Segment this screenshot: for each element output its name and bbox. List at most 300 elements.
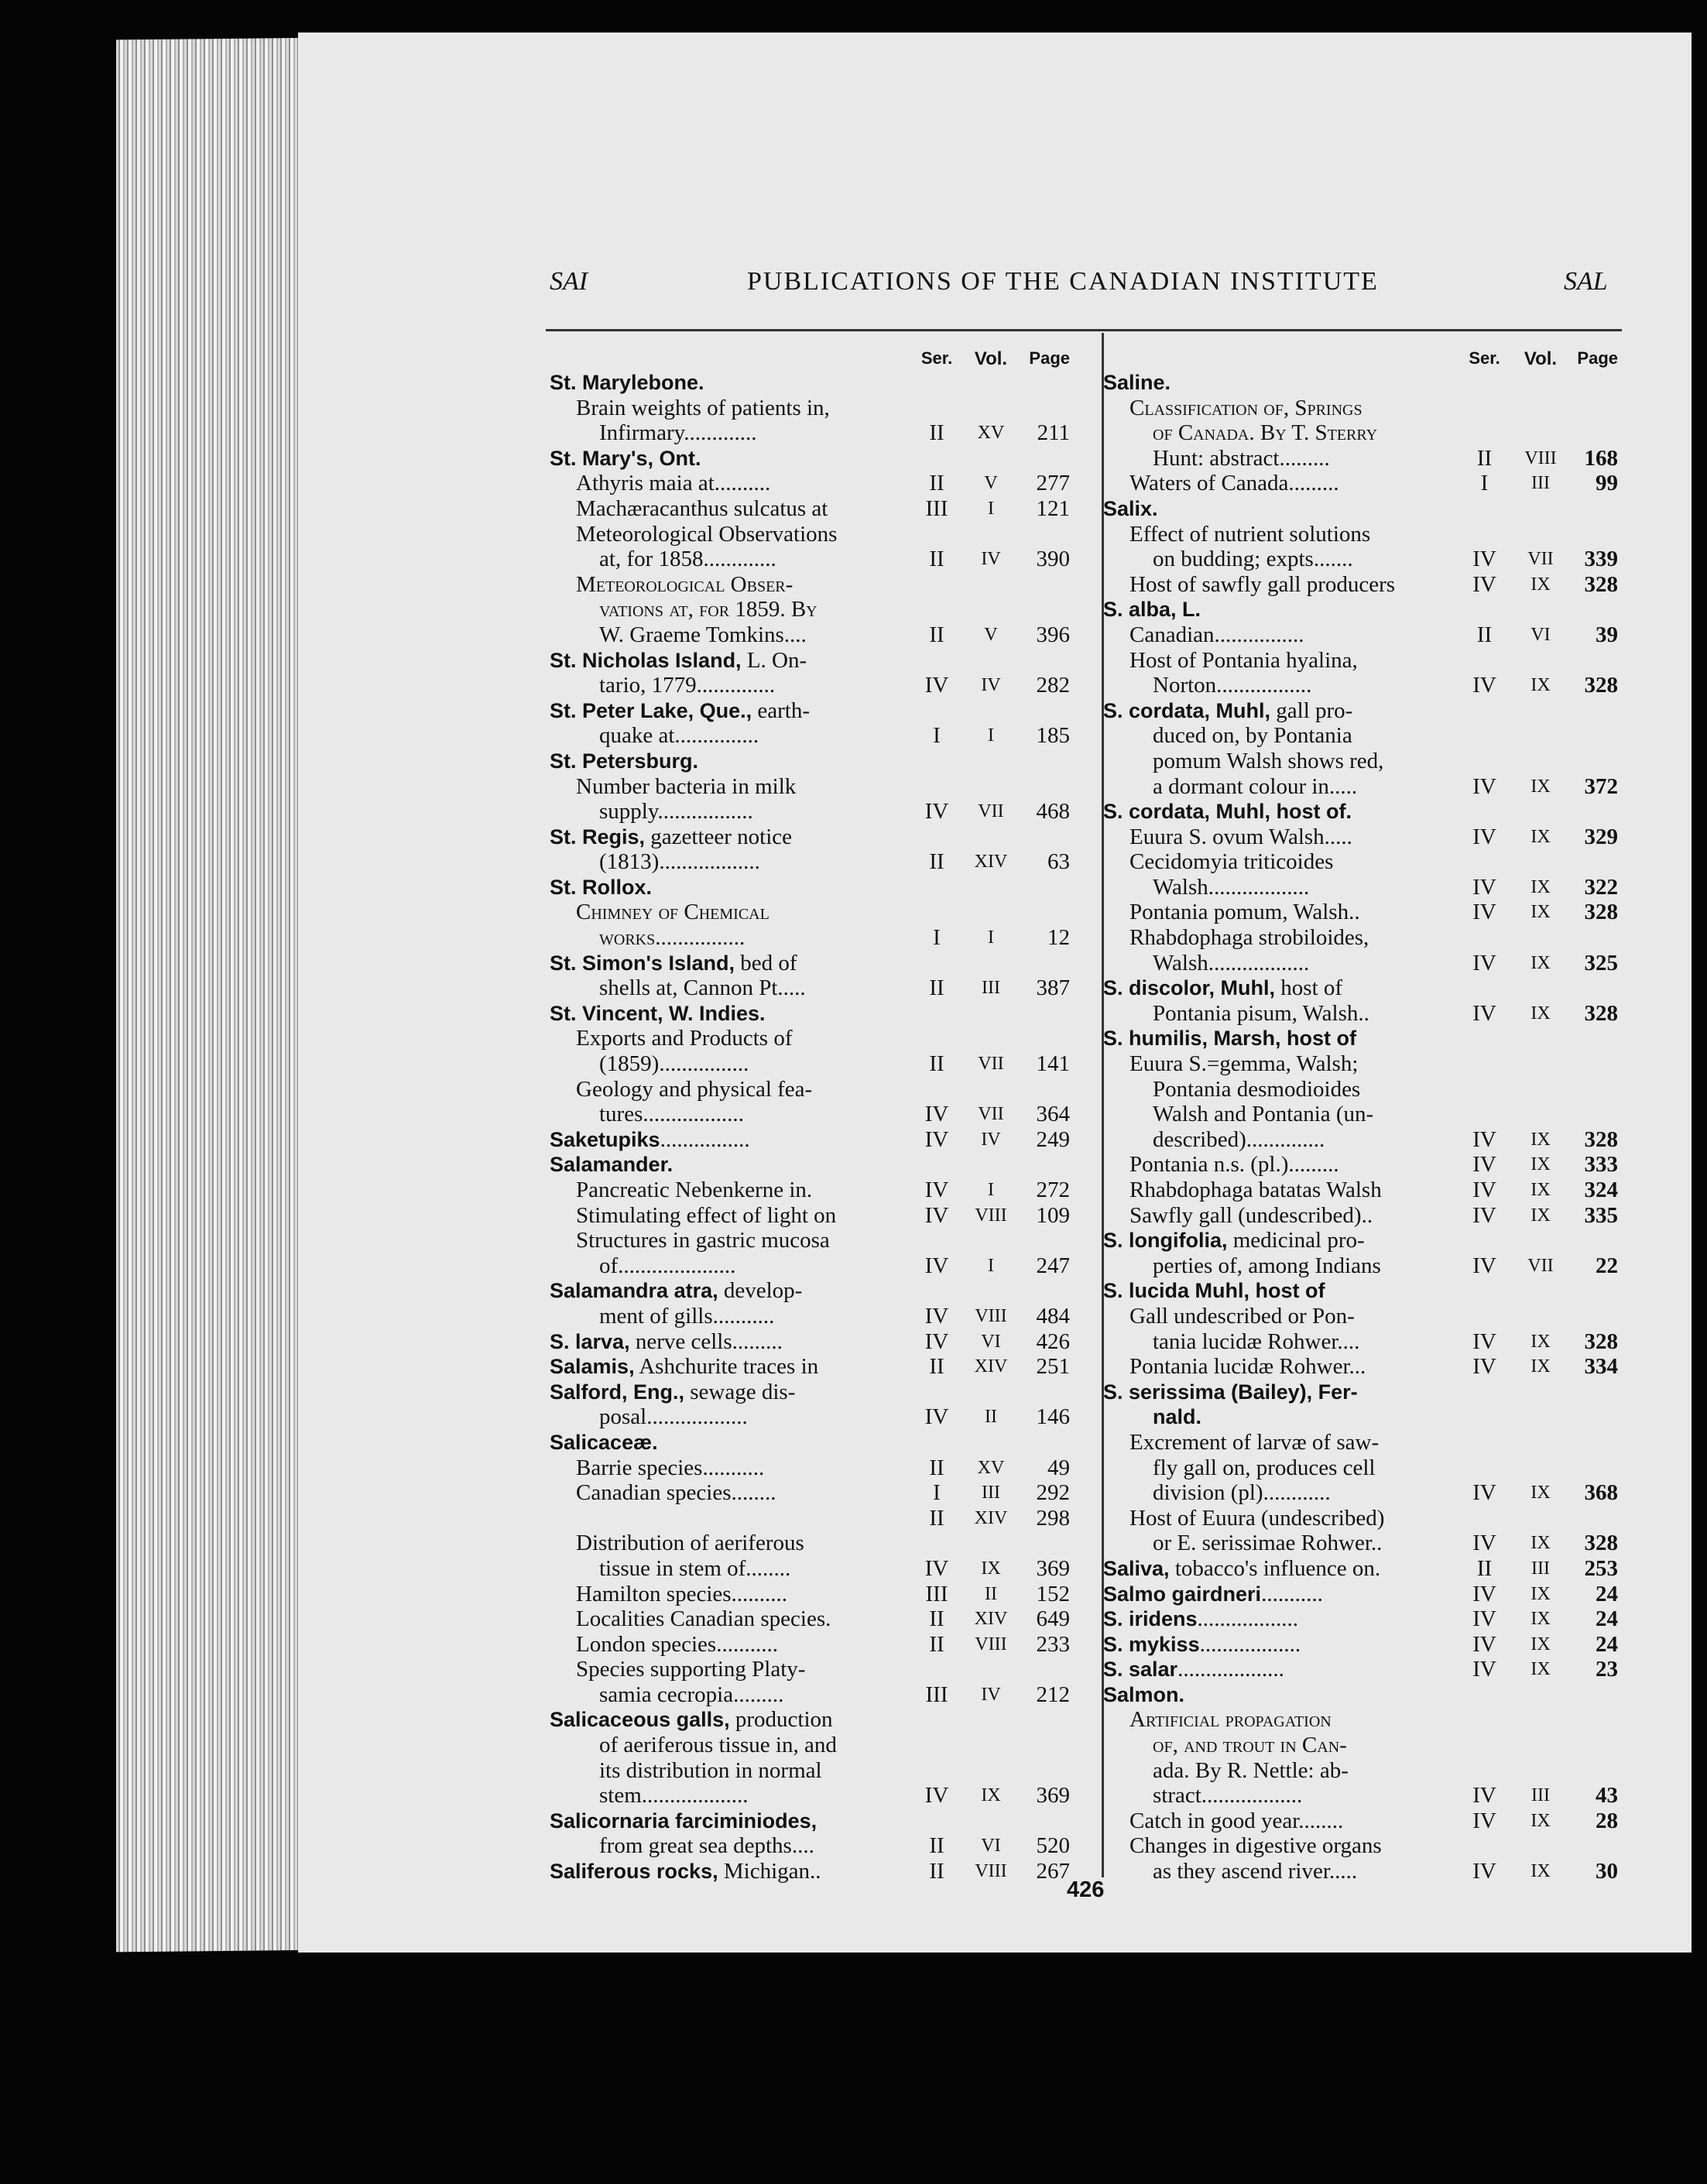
- entry-text: [1129, 1203, 1455, 1229]
- entry-volume: VIII: [975, 1305, 1007, 1326]
- index-entry: [1103, 396, 1618, 421]
- entry-volume: I: [988, 1255, 994, 1276]
- entry-series: IV: [1472, 1808, 1496, 1833]
- index-entry: [1103, 723, 1618, 749]
- entry-text: [576, 1455, 902, 1481]
- entry-series: II: [929, 420, 944, 446]
- entry-text: [1129, 1430, 1455, 1455]
- entry-label: Species supporting Platy-: [576, 1657, 806, 1682]
- entry-text: [1153, 547, 1455, 572]
- index-entry: [550, 1077, 1068, 1102]
- entry-series: IV: [924, 673, 949, 698]
- index-entry: [1103, 547, 1618, 572]
- entry-label: fly gall on, produces cell: [1153, 1455, 1376, 1480]
- entry-heading: Saliva,: [1103, 1556, 1170, 1580]
- entry-label: a dormant colour in.....: [1153, 773, 1358, 799]
- entry-series: IV: [1472, 874, 1496, 900]
- entry-text: [1153, 1480, 1455, 1506]
- index-entry: [550, 420, 1068, 446]
- entry-series: IV: [1472, 773, 1496, 799]
- entry-page: 43: [1596, 1783, 1618, 1809]
- entry-continuation: Ashchurite traces in: [634, 1354, 819, 1380]
- entry-label: tania lucidæ Rohwer....: [1153, 1329, 1360, 1354]
- entry-text: [1103, 1556, 1455, 1582]
- page-number: 426: [1067, 1877, 1105, 1902]
- entry-text: [550, 370, 902, 396]
- entry-page: 272: [1036, 1178, 1070, 1202]
- entry-text: [599, 799, 902, 825]
- entry-text: [1103, 370, 1455, 396]
- entry-page: 372: [1584, 773, 1618, 799]
- entry-volume: IX: [1530, 876, 1551, 897]
- entry-label: its distribution in normal: [599, 1757, 822, 1783]
- entry-text: [1129, 572, 1455, 598]
- entry-text: [1129, 849, 1455, 875]
- entry-volume: XIV: [974, 852, 1008, 873]
- index-entry: [550, 1152, 1068, 1178]
- entry-volume: XIV: [974, 1609, 1008, 1630]
- entry-text: [1129, 1506, 1455, 1531]
- index-entry: [550, 496, 1068, 522]
- index-entry: [550, 547, 1068, 572]
- index-entry: [550, 597, 1068, 622]
- entry-text: [576, 1657, 902, 1682]
- index-entry: [1103, 1506, 1618, 1531]
- entry-heading: St. Petersburg.: [550, 749, 699, 773]
- entry-heading: Salicornaria farciminiodes,: [550, 1809, 818, 1833]
- index-entry: [550, 1430, 1068, 1455]
- entry-heading: Salamander.: [550, 1153, 674, 1177]
- entry-page: 298: [1036, 1505, 1070, 1531]
- entry-label: ment of gills...........: [599, 1303, 775, 1329]
- entry-volume: VII: [978, 1054, 1004, 1075]
- entry-label: stem...................: [599, 1783, 749, 1809]
- index-entry: [550, 522, 1068, 547]
- entry-text: [1153, 1001, 1455, 1027]
- index-entry: [1103, 1077, 1618, 1102]
- entry-volume: IX: [1530, 1205, 1551, 1226]
- entry-text: [576, 900, 902, 925]
- entry-series: I: [933, 1480, 941, 1506]
- entry-series: IV: [1472, 1657, 1496, 1682]
- index-entry: [550, 1657, 1068, 1682]
- index-entry: [550, 370, 1068, 396]
- entry-text: [599, 723, 902, 749]
- entry-series: IV: [924, 799, 949, 825]
- entry-heading: St. Nicholas Island,: [550, 648, 742, 672]
- entry-series: I: [1480, 471, 1489, 496]
- entry-volume: IX: [1530, 1003, 1551, 1023]
- entry-page: 141: [1036, 1051, 1070, 1077]
- entry-text: [1103, 1657, 1455, 1682]
- entry-heading: nald.: [1153, 1405, 1202, 1429]
- entry-label: (1813)..................: [599, 849, 760, 875]
- entry-page: 277: [1036, 471, 1070, 496]
- entry-page: 649: [1036, 1606, 1070, 1632]
- index-entry: [1103, 1556, 1618, 1582]
- entry-heading: Saline.: [1103, 371, 1171, 394]
- entry-series: II: [929, 975, 944, 1001]
- entry-text: [1129, 1152, 1455, 1178]
- entry-page: 49: [1047, 1455, 1070, 1480]
- entry-text: [1153, 446, 1455, 471]
- entry-label: supply.................: [599, 799, 753, 825]
- index-entry: [1103, 597, 1618, 622]
- entry-volume: III: [1531, 473, 1550, 494]
- entry-label: Athyris maia at..........: [576, 471, 771, 496]
- entry-series: IV: [1472, 1354, 1496, 1380]
- entry-volume: IX: [1530, 1483, 1551, 1503]
- entry-text: [550, 1001, 902, 1027]
- entry-volume: IX: [1530, 1583, 1551, 1604]
- entry-volume: VI: [981, 1836, 1001, 1857]
- entry-text: [576, 1582, 902, 1607]
- entry-series: II: [1476, 1555, 1493, 1581]
- index-entry: [1103, 622, 1618, 648]
- entry-series: III: [925, 495, 948, 521]
- entry-text: [1153, 1102, 1455, 1127]
- entry-label: Walsh and Pontania (un-: [1153, 1102, 1374, 1127]
- entry-label: tissue in stem of........: [599, 1555, 791, 1581]
- entry-page: 520: [1036, 1833, 1070, 1859]
- index-entry: [550, 396, 1068, 421]
- index-entry: [550, 1632, 1068, 1658]
- entry-page: 185: [1036, 723, 1070, 749]
- entry-volume: V: [984, 473, 998, 494]
- entry-continuation: ...........: [1261, 1581, 1323, 1606]
- entry-volume: IX: [1530, 1861, 1551, 1882]
- entry-page: 328: [1584, 1531, 1618, 1556]
- entry-label: as they ascend river.....: [1153, 1859, 1358, 1884]
- entry-page: 253: [1584, 1555, 1618, 1581]
- index-entry: [1103, 1758, 1618, 1784]
- entry-text: [599, 925, 902, 951]
- entry-text: [1103, 799, 1455, 825]
- entry-page: 328: [1584, 1126, 1618, 1152]
- index-entry: [550, 1531, 1068, 1556]
- ser-header: Ser.: [1469, 348, 1500, 368]
- entry-label: Host of Pontania hyalina,: [1129, 647, 1358, 673]
- column-header: [550, 344, 1068, 370]
- entry-series: III: [925, 1581, 948, 1606]
- index-entry: [1103, 1707, 1618, 1733]
- entry-volume: VIII: [975, 1861, 1007, 1882]
- entry-series: I: [933, 925, 941, 951]
- entry-label: at, for 1858.............: [599, 547, 776, 572]
- entry-text: [550, 749, 902, 774]
- entry-label: Excrement of larvæ of saw-: [1129, 1429, 1380, 1455]
- entry-label: Barrie species...........: [576, 1455, 765, 1480]
- running-head-title: PUBLICATIONS OF THE CANADIAN INSTITUTE: [747, 267, 1379, 296]
- entry-continuation: gall pro-: [1270, 698, 1353, 723]
- entry-continuation: medicinal pro-: [1227, 1228, 1365, 1253]
- index-entry: [1103, 1859, 1618, 1884]
- entry-text: [1153, 749, 1455, 774]
- entry-text: [1129, 925, 1455, 951]
- entry-volume: I: [988, 1180, 994, 1200]
- entry-text: [576, 1632, 902, 1658]
- entry-text: [1129, 396, 1455, 421]
- entry-page: 368: [1584, 1480, 1618, 1506]
- index-entry: [1103, 1354, 1618, 1380]
- entry-label: Hamilton species..........: [576, 1581, 788, 1606]
- entry-series: IV: [924, 1126, 949, 1152]
- entry-text: [576, 774, 902, 800]
- entry-label: Chimney of Chemical: [576, 900, 770, 925]
- entry-volume: IX: [1530, 1331, 1551, 1352]
- entry-page: 168: [1584, 445, 1618, 471]
- index-column-left: [550, 344, 1068, 1884]
- entry-text: [1129, 522, 1455, 547]
- entry-heading: S. cordata, Muhl,: [1103, 698, 1271, 722]
- entry-text: [1103, 698, 1455, 724]
- entry-continuation: develop-: [718, 1278, 803, 1304]
- entry-page: 12: [1047, 925, 1070, 951]
- entry-series: II: [929, 1833, 944, 1859]
- entry-label: quake at...............: [599, 723, 759, 749]
- index-entry: [550, 1404, 1068, 1430]
- entry-text: [1129, 1809, 1455, 1834]
- entry-continuation: ..................: [1197, 1606, 1299, 1632]
- entry-page: 335: [1584, 1202, 1618, 1228]
- entry-text: [576, 1203, 902, 1229]
- entry-text: [1129, 1707, 1455, 1733]
- entry-text: [1129, 1304, 1455, 1329]
- entry-label: Geology and physical fea-: [576, 1076, 813, 1102]
- entry-heading: S. cordata, Muhl, host of.: [1103, 800, 1352, 824]
- index-entry: [1103, 1127, 1618, 1153]
- entry-text: [1153, 673, 1455, 698]
- entry-heading: St. Rollox.: [550, 875, 653, 899]
- index-entry: [550, 925, 1068, 951]
- entry-page: 333: [1584, 1152, 1618, 1178]
- entry-text: [1153, 1783, 1455, 1809]
- entry-volume: IX: [981, 1785, 1001, 1806]
- index-entry: [550, 698, 1068, 724]
- index-entry: [1103, 1228, 1618, 1253]
- entry-label: Walsh..................: [1153, 874, 1310, 900]
- entry-list: [1103, 370, 1618, 1884]
- index-entry: [550, 648, 1068, 674]
- entry-label: of.....................: [599, 1253, 736, 1278]
- index-entry: [1103, 1102, 1618, 1127]
- entry-heading: S. longifolia,: [1103, 1229, 1228, 1253]
- entry-page: 329: [1584, 824, 1618, 849]
- entry-series: IV: [1472, 900, 1496, 925]
- index-column-right: [1103, 344, 1618, 1884]
- index-entry: [550, 1833, 1068, 1859]
- entry-page: 247: [1036, 1253, 1070, 1278]
- entry-text: [550, 446, 902, 471]
- entry-page: 39: [1596, 622, 1618, 647]
- entry-text: [1103, 1380, 1455, 1405]
- entry-text: [576, 396, 902, 421]
- index-entry: [550, 1455, 1068, 1481]
- entry-series: II: [929, 622, 944, 647]
- entry-text: [599, 597, 902, 622]
- entry-label: tures..................: [599, 1102, 744, 1127]
- entry-label: Norton.................: [1153, 673, 1312, 698]
- entry-label: shells at, Cannon Pt.....: [599, 975, 806, 1001]
- entry-page: 267: [1036, 1859, 1070, 1884]
- entry-series: IV: [924, 1202, 949, 1228]
- entry-text: [1129, 622, 1455, 648]
- index-entry: [1103, 900, 1618, 925]
- index-entry: [1103, 446, 1618, 471]
- entry-label: Stimulating effect of light on: [576, 1202, 837, 1228]
- entry-text: [550, 1152, 902, 1178]
- entry-label: Changes in digestive organs: [1129, 1833, 1382, 1859]
- entry-page: 152: [1036, 1581, 1070, 1606]
- entry-text: [1129, 471, 1455, 496]
- entry-label: Waters of Canada.........: [1129, 471, 1339, 496]
- entry-label: described)..............: [1153, 1126, 1325, 1152]
- running-head-right: SAL: [1564, 267, 1608, 296]
- entry-label: pomum Walsh shows red,: [1153, 748, 1384, 773]
- entry-heading: S. lucida Muhl, host of: [1103, 1279, 1325, 1303]
- entry-page: 325: [1584, 950, 1618, 975]
- entry-volume: V: [984, 624, 998, 645]
- entry-series: IV: [924, 1178, 949, 1202]
- entry-label: Meteorological Obser-: [576, 571, 794, 597]
- entry-text: [1153, 774, 1455, 800]
- entry-page: 99: [1596, 471, 1618, 496]
- index-entry: [1103, 1783, 1618, 1809]
- index-entry: [1103, 471, 1618, 496]
- entry-text: [599, 975, 902, 1001]
- entry-continuation: bed of: [734, 950, 797, 975]
- entry-label: Effect of nutrient solutions: [1129, 521, 1371, 547]
- entry-volume: XV: [977, 423, 1005, 444]
- index-entry: [550, 1809, 1068, 1834]
- entry-text: [550, 1859, 902, 1884]
- entry-text: [1103, 1606, 1455, 1632]
- entry-heading: St. Marylebone.: [550, 371, 704, 394]
- header-rule: [546, 329, 1622, 331]
- entry-series: IV: [1472, 1253, 1496, 1278]
- entry-text: [576, 522, 902, 547]
- entry-series: IV: [1472, 1152, 1496, 1178]
- index-entry: [1103, 1531, 1618, 1556]
- index-entry: [1103, 1152, 1618, 1178]
- index-entry: [1103, 1404, 1618, 1430]
- entry-text: [1153, 1077, 1455, 1102]
- entry-volume: IV: [981, 1129, 1001, 1150]
- entry-page: 282: [1036, 673, 1070, 698]
- entry-continuation: sewage dis-: [684, 1379, 796, 1404]
- vol-header: Vol.: [1524, 348, 1558, 369]
- running-head: [0, 267, 1707, 302]
- index-entry: [550, 1480, 1068, 1506]
- index-entry: [550, 1178, 1068, 1203]
- entry-label: of Canada. By T. Sterry: [1153, 420, 1378, 446]
- entry-label: Cecidomyia triticoides: [1129, 849, 1334, 875]
- entry-text: [576, 496, 902, 522]
- entry-text: [576, 1606, 902, 1632]
- index-entry: [1103, 749, 1618, 774]
- index-entry: [550, 975, 1068, 1001]
- entry-volume: III: [1531, 1558, 1550, 1579]
- entry-page: 251: [1036, 1354, 1070, 1380]
- entry-series: IV: [924, 1555, 949, 1581]
- index-entry: [550, 875, 1068, 900]
- entry-text: [1103, 1026, 1455, 1051]
- entry-label: Euura S. ovum Walsh.....: [1129, 824, 1352, 849]
- index-entry: [550, 1127, 1068, 1153]
- index-entry: [550, 1051, 1068, 1077]
- index-entry: [1103, 1480, 1618, 1506]
- entry-volume: IX: [1530, 675, 1551, 696]
- entry-volume: IX: [1530, 1154, 1551, 1175]
- entry-text: [1103, 597, 1455, 622]
- entry-heading: Salicaceæ.: [550, 1430, 658, 1454]
- index-entry: [1103, 572, 1618, 598]
- index-entry: [1103, 925, 1618, 951]
- entry-text: [1153, 1859, 1455, 1884]
- entry-page: 23: [1596, 1657, 1618, 1682]
- index-entry: [550, 723, 1068, 749]
- entry-label: ada. By R. Nettle: ab-: [1153, 1757, 1349, 1783]
- entry-heading: Salix.: [1103, 496, 1158, 520]
- entry-volume: XIV: [974, 1507, 1008, 1528]
- entry-continuation: tobacco's influence on.: [1169, 1555, 1381, 1581]
- entry-heading: S. mykiss: [1103, 1632, 1200, 1656]
- entry-text: [1153, 951, 1455, 976]
- entry-text: [1153, 723, 1455, 749]
- entry-heading: S. salar: [1103, 1658, 1178, 1682]
- entry-series: IV: [924, 1303, 949, 1329]
- index-entry: [1103, 1682, 1618, 1708]
- index-entry: [1103, 673, 1618, 698]
- entry-volume: VII: [978, 1104, 1004, 1125]
- entry-series: IV: [1472, 1631, 1496, 1657]
- entry-text: [550, 648, 902, 674]
- entry-volume: I: [988, 498, 994, 519]
- entry-series: IV: [1472, 1178, 1496, 1202]
- entry-heading: S. humilis, Marsh, host of: [1103, 1027, 1357, 1051]
- entry-label: perties of, among Indians: [1153, 1253, 1381, 1278]
- entry-text: [576, 572, 902, 598]
- entry-series: IV: [924, 1102, 949, 1127]
- entry-volume: IX: [1530, 1609, 1551, 1630]
- entry-volume: IX: [1530, 902, 1551, 923]
- index-entry: [550, 572, 1068, 598]
- entry-text: [599, 420, 902, 446]
- entry-series: IV: [1472, 1531, 1496, 1556]
- entry-page: 30: [1596, 1859, 1618, 1884]
- entry-label: or E. serissimae Rohwer..: [1153, 1531, 1383, 1556]
- entry-series: IV: [1472, 824, 1496, 849]
- entry-page: 63: [1047, 849, 1070, 875]
- entry-label: Gall undescribed or Pon-: [1129, 1303, 1355, 1329]
- entry-heading: S. larva,: [550, 1329, 630, 1353]
- entry-page: 328: [1584, 900, 1618, 925]
- entry-text: [550, 1380, 902, 1405]
- entry-page: 324: [1584, 1178, 1618, 1202]
- entry-page: 328: [1584, 1000, 1618, 1026]
- entry-page: 426: [1036, 1329, 1070, 1354]
- entry-volume: VIII: [975, 1634, 1007, 1654]
- entry-series: II: [929, 547, 944, 572]
- entry-label: Canadian................: [1129, 622, 1304, 647]
- entry-continuation: earth-: [752, 698, 810, 723]
- page-header: Page: [1029, 348, 1070, 368]
- entry-continuation: ................: [660, 1126, 750, 1152]
- index-entry: [1103, 1203, 1618, 1229]
- entry-text: [1129, 1178, 1455, 1203]
- entry-series: II: [1476, 445, 1493, 471]
- entry-heading: Salford, Eng.,: [550, 1380, 685, 1404]
